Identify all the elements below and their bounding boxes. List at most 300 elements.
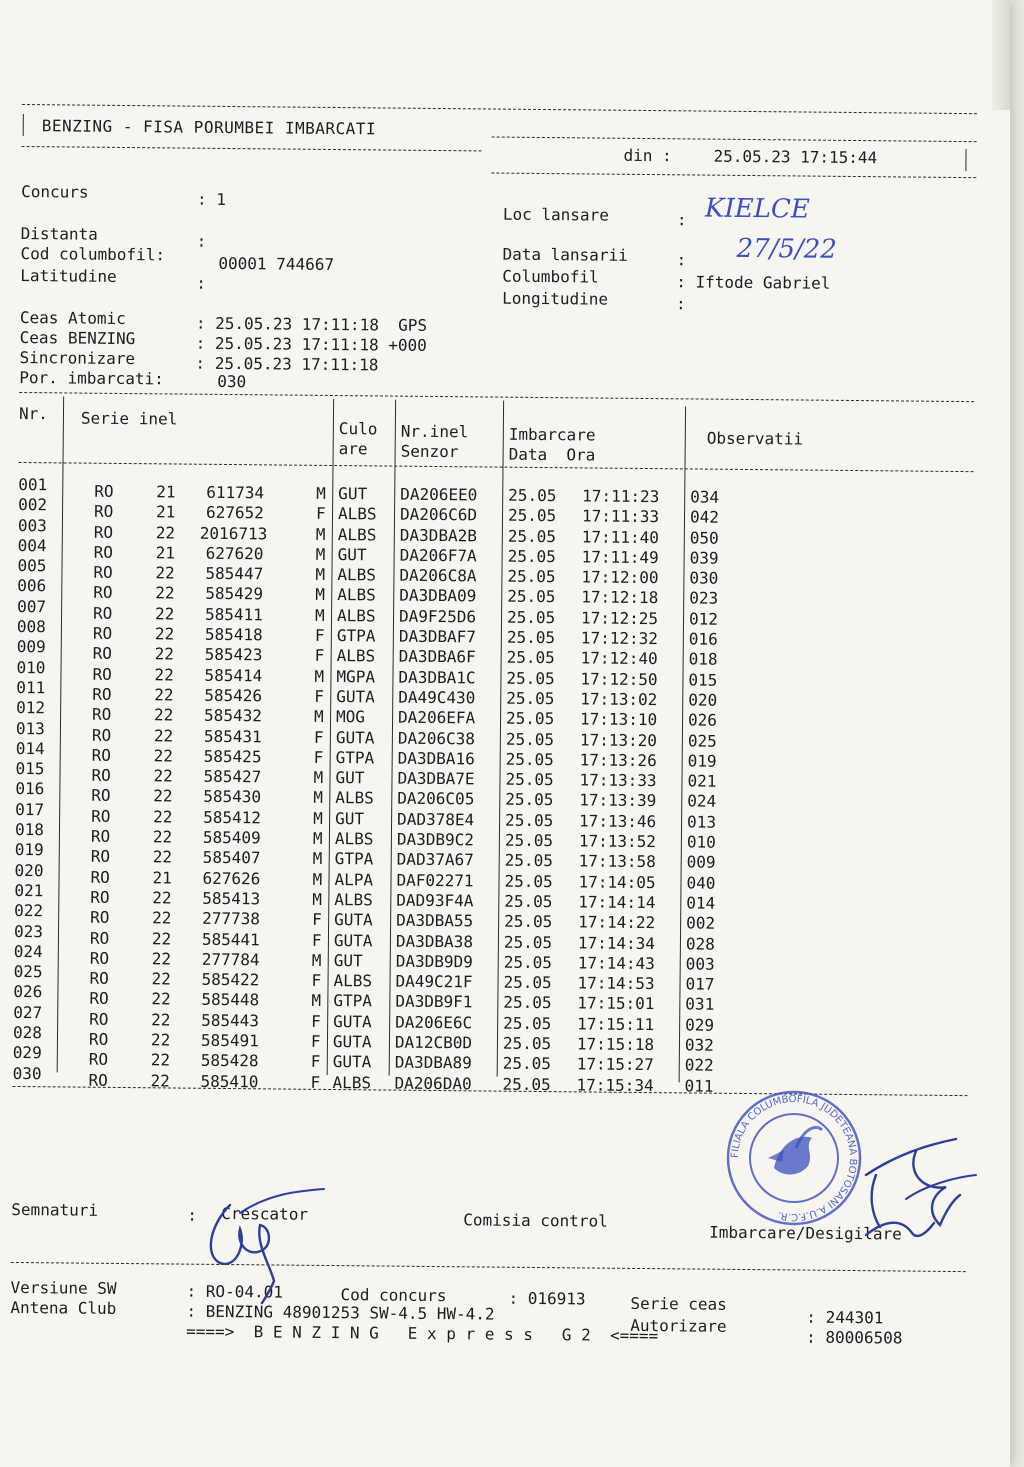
row-date: 25.05 [506, 648, 555, 668]
row-observation: 012 [688, 609, 719, 629]
row-sex: M [311, 991, 322, 1011]
row-date: 25.05 [504, 851, 553, 871]
row-time: 17:14:43 [577, 953, 655, 973]
crescator-signature-icon [200, 1185, 340, 1305]
ceas-benzing-label: Ceas BENZING [19, 327, 136, 349]
row-number: 019 [14, 840, 44, 860]
row-year: 22 [151, 989, 171, 1009]
header-left-border [23, 114, 24, 136]
row-ring-number: 585429 [205, 584, 264, 604]
row-year: 21 [155, 543, 176, 563]
row-sensor-id: DA3DB9D9 [395, 951, 473, 972]
row-number: 030 [12, 1063, 42, 1083]
benzing-express-banner: ====> B E N Z I N G E x p r e s s G 2 <==== [186, 1321, 659, 1346]
row-country: RO [88, 1070, 108, 1090]
row-observation: 025 [687, 730, 717, 751]
row-ring-number: 585441 [201, 929, 260, 949]
row-year: 22 [151, 969, 171, 989]
row-ring-number: 585447 [205, 563, 264, 584]
row-country: RO [92, 644, 113, 664]
row-time: 17:14:53 [577, 973, 655, 994]
row-ring-number: 585410 [200, 1071, 259, 1091]
data-lansarii-label: Data lansarii [502, 244, 628, 265]
row-ring-number: 585412 [203, 807, 262, 828]
row-country: RO [90, 907, 110, 928]
row-time: 17:12:18 [581, 587, 659, 608]
loc-lansare-sep: : [676, 210, 687, 230]
row-sensor-id: DA206E6C [395, 1012, 473, 1033]
row-date: 25.05 [508, 485, 557, 506]
row-observation: 050 [689, 528, 719, 548]
row-date: 25.05 [506, 688, 555, 709]
stamp-ring-text: FILIALA COLUMBOFILA JUDETEANA BOTOSANI A.U.F.C.R. [729, 1093, 859, 1223]
row-ring-number: 585414 [204, 665, 263, 686]
row-time: 17:13:02 [580, 689, 658, 710]
row-time: 17:15:11 [577, 1014, 655, 1034]
concurs-label: Concurs [21, 181, 89, 202]
row-color: ALBS [334, 889, 373, 910]
row-ring-number: 585423 [204, 645, 263, 665]
row-sex: M [315, 544, 326, 564]
row-observation: 003 [685, 954, 715, 974]
row-sensor-id: DA9F25D6 [398, 606, 477, 627]
row-number: 020 [14, 860, 44, 880]
row-country: RO [89, 948, 110, 968]
row-year: 22 [151, 928, 172, 949]
row-color: GTPA [335, 747, 375, 768]
row-ring-number: 585426 [204, 685, 263, 706]
row-color: GUTA [336, 687, 375, 707]
row-time: 17:13:52 [578, 831, 657, 852]
row-year: 22 [153, 786, 173, 806]
longitudine-value: : [675, 294, 686, 314]
row-number: 025 [13, 962, 43, 982]
row-color: GUT [335, 808, 365, 829]
row-country: RO [89, 989, 109, 1009]
col-header-imbarcare-1: Imbarcare [508, 424, 596, 445]
row-time: 17:13:20 [579, 729, 658, 750]
row-country: RO [88, 1049, 109, 1070]
row-color: ALBS [337, 504, 377, 524]
row-observation: 023 [689, 588, 719, 609]
row-color: GUTA [334, 910, 373, 930]
row-ring-number: 585428 [200, 1051, 259, 1071]
row-sensor-id: DA3DBA09 [399, 586, 477, 606]
serie-ceas-label: Serie ceas [630, 1293, 727, 1314]
row-number: 012 [16, 698, 46, 718]
row-year: 22 [153, 766, 173, 786]
row-ring-number: 627652 [205, 503, 264, 523]
row-sex: F [313, 727, 324, 747]
row-sex: M [312, 889, 323, 909]
row-time: 17:12:40 [580, 648, 658, 669]
row-observation: 042 [689, 507, 720, 528]
form-title: BENZING - FISA PORUMBEI IMBARCATI [41, 116, 377, 139]
row-year: 22 [154, 644, 175, 664]
row-number: 011 [16, 677, 46, 698]
row-color: GTPA [333, 991, 372, 1011]
row-observation: 010 [686, 832, 716, 852]
row-date: 25.05 [507, 587, 556, 607]
row-date: 25.05 [505, 729, 555, 749]
row-number: 004 [17, 535, 47, 556]
row-year: 22 [154, 705, 174, 725]
row-year: 22 [153, 807, 173, 827]
ceas-atomic-value: : 25.05.23 17:11:18 GPS [195, 313, 428, 335]
row-sensor-id: DAF02271 [396, 870, 474, 891]
row-country: RO [91, 765, 111, 786]
row-observation: 011 [684, 1076, 714, 1096]
row-sex: F [314, 646, 325, 666]
row-ring-number: 585432 [204, 706, 262, 726]
col-header-culoare-1: Culo [338, 419, 378, 439]
row-country: RO [90, 826, 111, 846]
row-time: 17:13:58 [578, 851, 656, 872]
row-date: 25.05 [506, 627, 556, 648]
row-color: ALBS [335, 788, 374, 808]
row-sensor-id: DAD37A67 [396, 849, 474, 870]
issued-date: 25.05.23 17:15:44 [713, 146, 878, 168]
row-number: 022 [14, 901, 44, 921]
row-sensor-id: DA49C430 [398, 687, 476, 708]
row-year: 22 [154, 664, 174, 685]
row-sex: F [310, 1052, 321, 1072]
row-date: 25.05 [506, 668, 555, 688]
crescator-label: Crescator [221, 1203, 309, 1224]
row-country: RO [93, 502, 114, 522]
row-number: 015 [15, 759, 45, 779]
row-date: 25.05 [503, 972, 552, 993]
row-time: 17:12:00 [581, 567, 659, 588]
row-sensor-id: DA206C8A [399, 565, 477, 586]
col-header-observatii: Observatii [706, 428, 804, 449]
row-sensor-id: DA206EFA [397, 707, 476, 728]
issued-label: din : [623, 145, 672, 166]
row-date: 25.05 [505, 708, 555, 729]
row-time: 17:12:50 [580, 669, 658, 689]
row-number: 010 [16, 657, 46, 677]
row-year: 22 [154, 685, 174, 705]
ceas-benzing-value: : 25.05.23 17:11:18 +000 [195, 333, 427, 355]
row-color: ALBS [337, 585, 376, 605]
row-ring-number: 585407 [202, 848, 261, 868]
row-observation: 020 [688, 690, 718, 710]
row-time: 17:11:33 [581, 506, 660, 527]
row-color: ALBS [333, 971, 373, 991]
row-date: 25.05 [505, 810, 554, 830]
row-date: 25.05 [507, 546, 556, 567]
row-country: RO [91, 745, 112, 765]
row-country: RO [93, 562, 113, 583]
row-sex: M [313, 808, 323, 828]
row-color: ALPA [334, 869, 374, 890]
row-number: 003 [17, 515, 47, 535]
row-sex: M [314, 605, 325, 625]
row-observation: 026 [687, 710, 718, 730]
row-ring-number: 585409 [202, 827, 261, 848]
row-color: MGPA [336, 666, 376, 687]
row-year: 22 [151, 1010, 171, 1030]
cod-columbofil-label: Cod columbofil: [20, 243, 166, 265]
row-date: 25.05 [502, 1033, 552, 1054]
row-sex: F [312, 910, 322, 930]
row-color: GTPA [336, 626, 376, 646]
latitudine-value: : [196, 273, 206, 293]
col-header-serie: Serie inel [80, 408, 178, 429]
row-country: RO [89, 928, 110, 948]
row-ring-number: 277738 [202, 909, 261, 929]
row-observation: 017 [685, 974, 715, 994]
row-time: 17:14:14 [578, 892, 656, 913]
row-country: RO [93, 542, 114, 562]
antena-label: Antena Club [10, 1297, 117, 1318]
imbarcare-desigilare-label: Imbarcare/Desigilare [709, 1222, 902, 1244]
row-date: 25.05 [503, 993, 552, 1013]
row-year: 22 [155, 563, 175, 583]
table-header-rule [19, 462, 974, 472]
row-country: RO [94, 481, 114, 501]
semnaturi-sep: : [187, 1205, 198, 1225]
row-ring-number: 585430 [203, 787, 262, 807]
row-time: 17:15:34 [576, 1074, 654, 1095]
row-sex: M [315, 585, 325, 605]
row-sex: M [312, 849, 323, 869]
row-country: RO [89, 1009, 109, 1029]
row-number: 018 [14, 820, 44, 840]
row-observation: 028 [685, 933, 715, 954]
row-time: 17:14:05 [578, 872, 656, 892]
row-country: RO [89, 968, 109, 988]
row-year: 22 [153, 725, 174, 746]
row-color: GTPA [334, 849, 374, 869]
row-country: RO [90, 887, 110, 907]
concurs-value: : 1 [196, 189, 227, 209]
ceas-atomic-label: Ceas Atomic [19, 307, 126, 329]
row-observation: 018 [688, 649, 718, 670]
row-color: GUTA [333, 1011, 372, 1032]
row-sensor-id: DA3DBA2B [399, 525, 477, 545]
distanta-label: Distanta [20, 223, 98, 244]
row-country: RO [88, 1029, 109, 1049]
cod-concurs-label: Cod concurs [340, 1285, 447, 1306]
row-date: 25.05 [502, 1074, 551, 1094]
row-ring-number: 585448 [201, 990, 260, 1010]
row-country: RO [91, 806, 111, 826]
row-observation: 030 [689, 568, 719, 588]
serie-ceas-value: : 244301 [806, 1307, 884, 1328]
sincronizare-label: Sincronizare [19, 347, 136, 369]
row-country: RO [92, 684, 112, 704]
sincronizare-value: : 25.05.23 17:11:18 [195, 353, 379, 375]
row-year: 21 [155, 502, 176, 522]
row-ring-number: 611734 [206, 482, 265, 503]
row-sex: F [311, 930, 322, 950]
row-ring-number: 627626 [202, 868, 261, 888]
row-year: 22 [155, 583, 175, 603]
header-top-rule [22, 104, 977, 114]
row-date: 25.05 [503, 1013, 552, 1033]
distanta-value: : [196, 231, 207, 251]
row-sex: M [313, 767, 324, 788]
row-observation: 021 [687, 771, 717, 791]
row-country: RO [92, 623, 113, 643]
row-ring-number: 585491 [200, 1030, 259, 1051]
row-sensor-id: DA3DBA89 [394, 1052, 472, 1073]
row-date: 25.05 [504, 911, 553, 932]
row-sex: F [310, 1031, 321, 1051]
row-ring-number: 585443 [201, 1010, 260, 1031]
row-observation: 022 [684, 1055, 714, 1075]
row-number: 029 [12, 1043, 42, 1063]
row-sensor-id: DA3DBA6F [398, 647, 476, 667]
row-country: RO [92, 664, 112, 684]
row-ring-number: 585422 [201, 969, 260, 990]
row-observation: 014 [686, 893, 716, 913]
row-year: 22 [150, 1070, 170, 1091]
row-observation: 024 [687, 791, 717, 812]
row-country: RO [92, 704, 112, 725]
row-sensor-id: DA206EE0 [400, 484, 478, 505]
row-number: 026 [13, 982, 43, 1002]
row-observation: 009 [686, 852, 716, 873]
row-year: 22 [152, 888, 172, 908]
row-time: 17:13:10 [579, 709, 658, 730]
row-date: 25.05 [507, 566, 556, 587]
row-time: 17:11:23 [582, 486, 660, 507]
loc-lansare-label: Loc lansare [502, 204, 609, 225]
row-number: 024 [13, 941, 43, 962]
header-mid-rule [492, 137, 977, 143]
row-sensor-id: DA49C21F [395, 971, 473, 992]
antena-value: : BENZING 48901253 SW-4.5 HW-4.2 [186, 1301, 495, 1324]
row-sex: F [311, 1011, 321, 1031]
row-number: 027 [13, 1002, 43, 1022]
columbofil-label: Columbofil [502, 266, 599, 287]
row-time: 17:13:26 [579, 750, 657, 770]
row-date: 25.05 [505, 749, 554, 769]
row-date: 25.05 [507, 505, 557, 526]
row-date: 25.05 [506, 607, 556, 627]
row-country: RO [91, 786, 111, 806]
row-sex: M [315, 565, 326, 585]
row-color: MOG [336, 707, 366, 727]
commission-signature-icon [806, 1115, 986, 1275]
row-observation: 016 [688, 629, 718, 649]
row-year: 21 [156, 482, 176, 502]
row-sex: F [314, 625, 325, 646]
row-ring-number: 585431 [203, 726, 262, 746]
row-country: RO [92, 603, 113, 623]
pigeon-table-body [12, 474, 979, 1096]
row-sex: F [315, 504, 326, 524]
row-color: GUT [333, 950, 363, 971]
row-year: 22 [151, 949, 172, 969]
row-sensor-id: DA206C6D [399, 504, 478, 525]
row-number: 013 [15, 718, 45, 738]
autorizare-value: : 80006508 [806, 1327, 903, 1348]
row-sensor-id: DA3DB9F1 [395, 992, 473, 1012]
row-number: 002 [18, 495, 48, 515]
row-date: 25.05 [504, 830, 554, 851]
row-year: 22 [153, 746, 174, 766]
row-color: GUTA [335, 727, 375, 747]
row-time: 17:15:01 [577, 993, 655, 1014]
row-ring-number: 585413 [202, 888, 261, 909]
row-sex: M [312, 828, 323, 848]
row-sex: F [310, 1072, 321, 1092]
row-ring-number: 2016713 [199, 523, 268, 543]
row-observation: 031 [685, 994, 715, 1015]
row-color: GUTA [332, 1032, 372, 1052]
comisia-control-label: Comisia control [463, 1210, 608, 1231]
row-ring-number: 585425 [203, 746, 262, 767]
row-number: 001 [18, 474, 48, 495]
semnaturi-label: Semnaturi [11, 1199, 99, 1220]
row-date: 25.05 [503, 952, 553, 972]
row-ring-number: 585411 [204, 604, 263, 625]
row-color: ALBS [337, 524, 377, 545]
row-number: 023 [13, 921, 44, 941]
row-number: 008 [16, 617, 46, 637]
row-time: 17:12:32 [580, 628, 659, 649]
row-sex: M [314, 666, 325, 686]
row-number: 009 [16, 637, 46, 657]
row-sensor-id: DA206C38 [397, 728, 476, 748]
columbofil-value: : Iftode Gabriel [676, 272, 831, 293]
longitudine-label: Longitudine [502, 288, 609, 309]
imbarcati-value: 030 [217, 371, 247, 392]
row-sex: M [314, 707, 324, 727]
row-sex: M [313, 788, 324, 808]
row-number: 007 [17, 596, 47, 617]
row-sex: M [311, 950, 322, 970]
row-time: 17:13:46 [579, 811, 657, 831]
row-sensor-id: DA3DBA55 [396, 910, 474, 931]
row-year: 21 [152, 867, 172, 888]
row-observation: 002 [686, 913, 716, 933]
row-sex: M [316, 483, 326, 503]
row-sensor-id: DAD378E4 [397, 809, 475, 830]
row-sensor-id: DA206C05 [397, 789, 475, 809]
row-year: 22 [154, 624, 175, 644]
row-date: 25.05 [504, 891, 553, 912]
row-number: 021 [14, 880, 44, 901]
row-number: 028 [12, 1022, 43, 1043]
header-right-border [965, 149, 966, 171]
row-time: 17:13:33 [579, 770, 657, 791]
row-year: 22 [150, 1050, 171, 1070]
row-observation: 015 [688, 670, 718, 690]
row-country: RO [91, 725, 112, 745]
row-color: ALBS [336, 605, 376, 626]
row-number: 006 [17, 576, 47, 596]
row-number: 005 [17, 556, 47, 576]
cod-concurs-value: : 016913 [508, 1288, 586, 1309]
row-country: RO [90, 847, 111, 867]
row-ring-number: 585418 [204, 624, 263, 645]
cod-columbofil-value: 00001 744667 [218, 253, 335, 275]
row-country: RO [90, 867, 110, 887]
data-lansarii-sep: : [676, 250, 687, 270]
row-observation: 019 [687, 751, 717, 771]
row-year: 22 [155, 522, 176, 543]
row-number: 017 [15, 799, 45, 819]
row-ring-number: 277784 [201, 949, 260, 970]
row-observation: 039 [689, 548, 719, 568]
row-color: GUT [338, 484, 368, 504]
paper-edge [992, 0, 1010, 110]
row-date: 25.05 [502, 1053, 552, 1074]
